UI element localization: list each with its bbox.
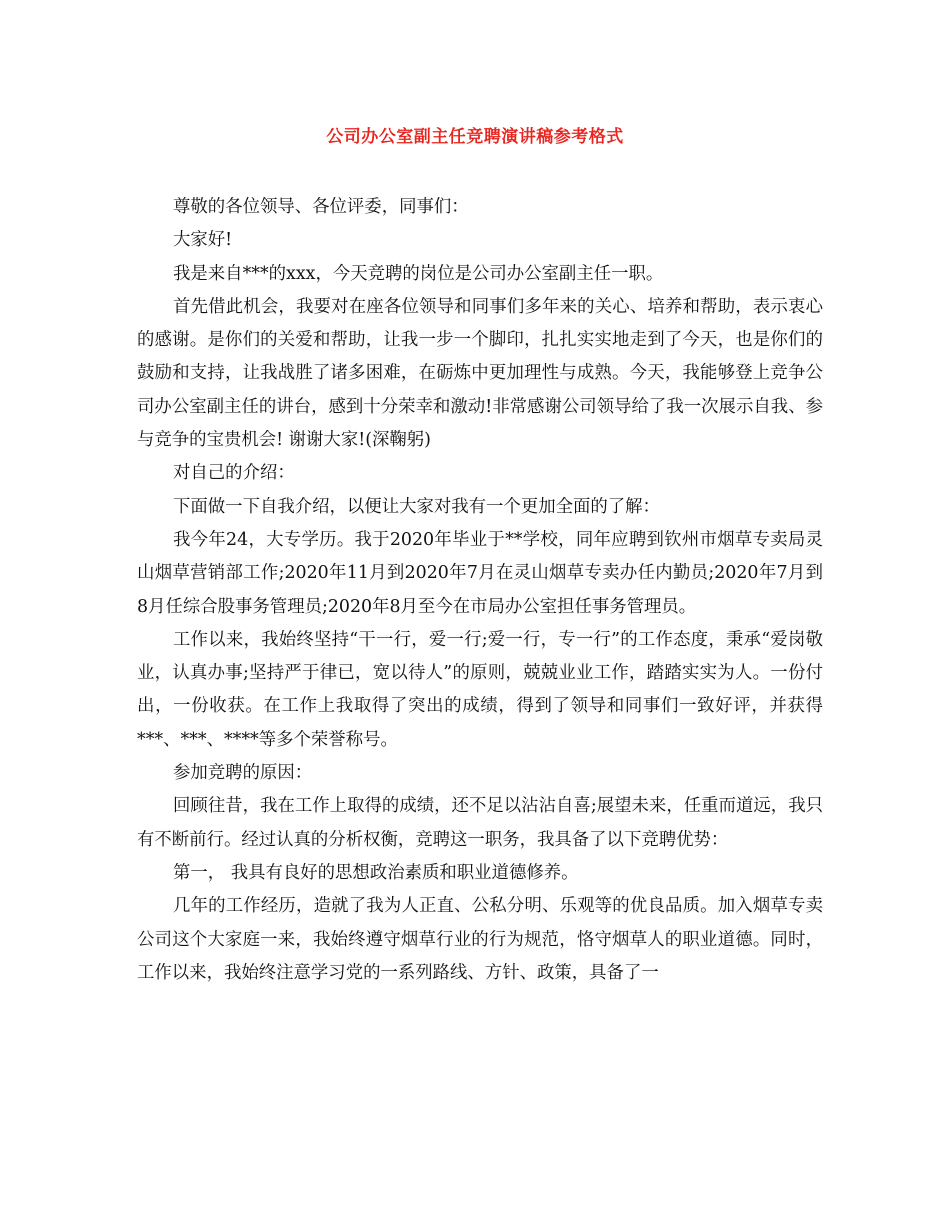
paragraph-greeting: 尊敬的各位领导、各位评委，同事们： [173, 197, 469, 217]
paragraph-section-self: 对自己的介绍： [173, 463, 295, 484]
paragraph-intro-lead: 下面做一下自我介绍，以便让大家对我有一个更加全面的了解： [173, 496, 660, 517]
paragraph-experience: 几年的工作经历，造就了我为人正直、公私分明、乐观等的优良品质。加入烟草专卖公司这个大家庭一来，我始终遵守烟草行业的行为规范，恪守烟草人的职业道德。同时，工作以来，我始终注意学习党的一系列路线、方针、政策，具备了一 [137, 896, 823, 983]
paragraph-work-attitude: 工作以来，我始终坚持“干一行，爱一行;爱一行，专一行”的工作态度，秉承“爱岗敬业，认真办事;坚持严于律已，宽以待人”的原则，兢兢业业工作，踏踏实实为人。一份付出，一份收获。在工作上我取得了突出的成绩，得到了领导和同事们一致好评，并获得***、***、****等多个荣誉称号。 [137, 629, 823, 750]
paragraph-section-reasons: 参加竞聘的原因： [173, 763, 313, 784]
paragraph-self-intro-line: 我是来自***的xxx，今天竞聘的岗位是公司办公室副主任一职。 [173, 263, 664, 284]
paragraph-hello: 大家好! [173, 230, 233, 251]
document-body [137, 191, 823, 990]
document-title: 公司办公室副主任竞聘演讲稿参考格式 [326, 127, 624, 147]
paragraph-thanks: 首先借此机会，我要对在座各位领导和同事们多年来的关心、培养和帮助，表示衷心的感谢。是你们的关爱和帮助，让我一步一个脚印，扎扎实实地走到了今天，也是你们的鼓励和支持，让我战胜了诸多困难，在砺炼中更加理性与成熟。今天，我能够登上竞争公司办公室副主任的讲台，感到十分荣幸和激动!非常感谢公司领导给了我一次展示自我、参与竞争的宝贵机会! 谢谢大家!(深鞠躬) [137, 296, 823, 451]
paragraph-career: 我今年24，大专学历。我于2020年毕业于**学校，同年应聘到钦州市烟草专卖局灵山烟草营销部工作;2020年11月到2020年7月在灵山烟草专卖办任内勤员;2020年7月到8月任综合股事务管理员;2020年8月至今在市局办公室担任事务管理员。 [137, 529, 823, 617]
paragraph-first-point: 第一， 我具有良好的思想政治素质和职业道德修养。 [173, 862, 579, 883]
paragraph-review: 回顾往昔，我在工作上取得的成绩，还不足以沾沾自喜;展望未来，任重而道远，我只有不断前行。经过认真的分析权衡，竞聘这一职务，我具备了以下竞聘优势： [137, 796, 823, 850]
